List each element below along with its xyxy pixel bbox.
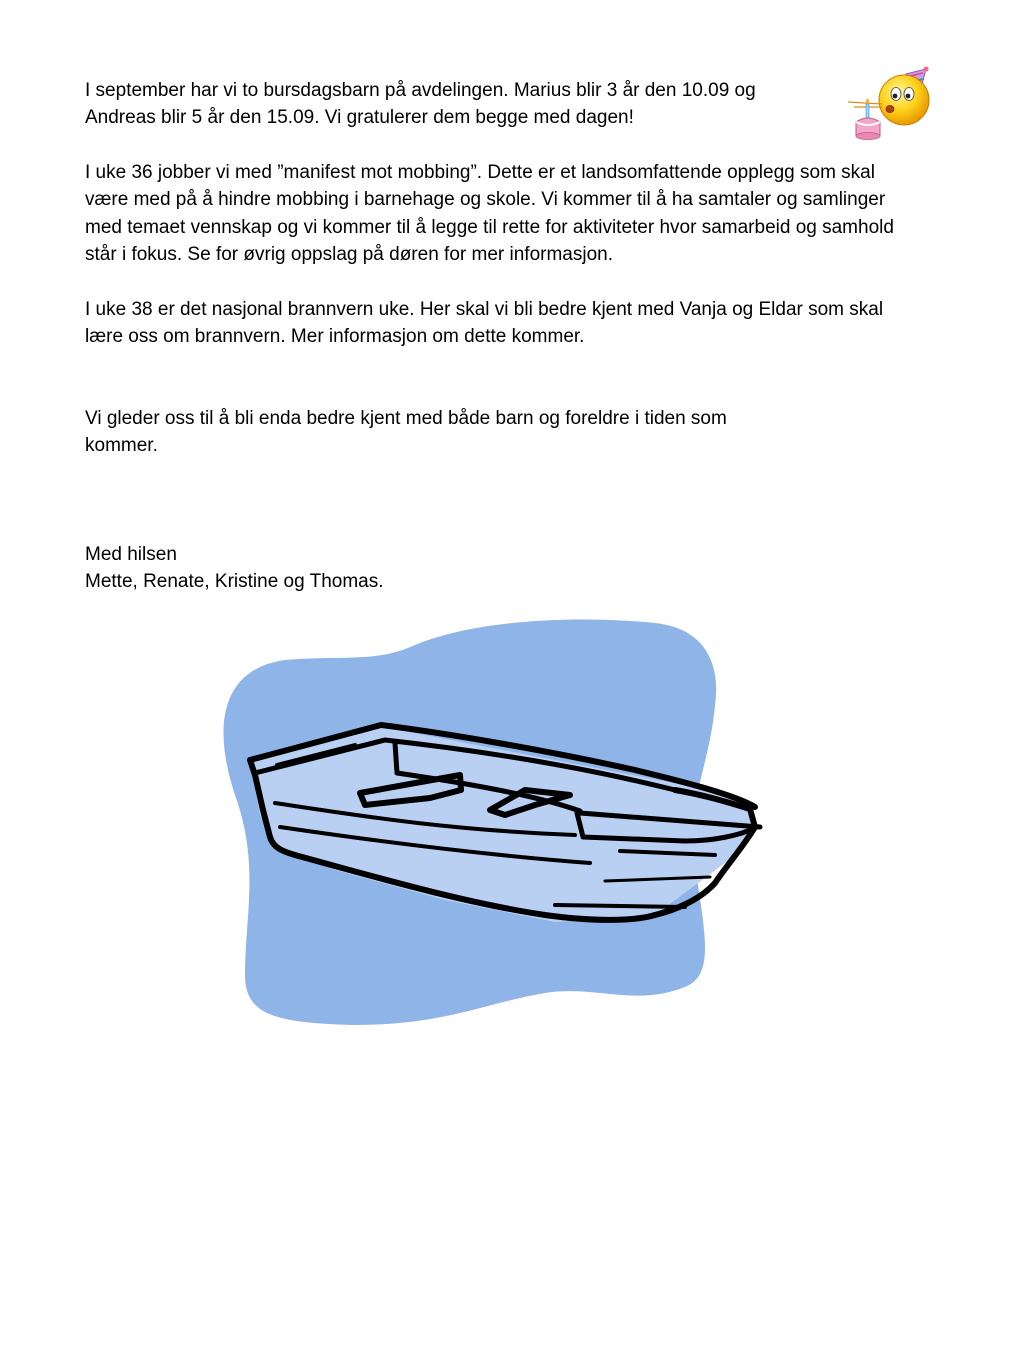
closing-paragraph: Vi gleder oss til å bli enda bedre kjent med både barn og foreldre i tiden som kommer. <box>85 408 727 457</box>
rowboat-illustration <box>215 615 770 1035</box>
party-smiley-icon <box>838 64 938 156</box>
greeting-line: Med hilsen <box>85 544 177 565</box>
fire-safety-paragraph: I uke 38 er det nasjonal brannvern uke. Her skal vi bli bedre kjent med Vanja og Eldar som skal lære oss om brannvern. Mer informasjon om dette kommer. <box>85 299 884 348</box>
birthday-paragraph: I september har vi to bursdagsbarn på avdelingen. Marius blir 3 år den 10.09 og Andreas blir 5 år den 15.09. Vi gratulerer dem begge med dagen! <box>85 80 756 129</box>
signature-names: Mette, Renate, Kristine og Thomas. <box>85 571 384 592</box>
anti-bullying-paragraph: I uke 36 jobber vi med ”manifest mot mobbing”. Dette er et landsomfattende opplegg som skal være med på å hindre mobbing i barnehage og skole. Vi kommer til å ha samtaler og samlinger med temaet vennskap og vi kommer til å legge til rette for aktiviteter hvor samarbeid og samhold står i fokus. Se for øvrig oppslag på døren for mer informasjon. <box>85 162 894 266</box>
